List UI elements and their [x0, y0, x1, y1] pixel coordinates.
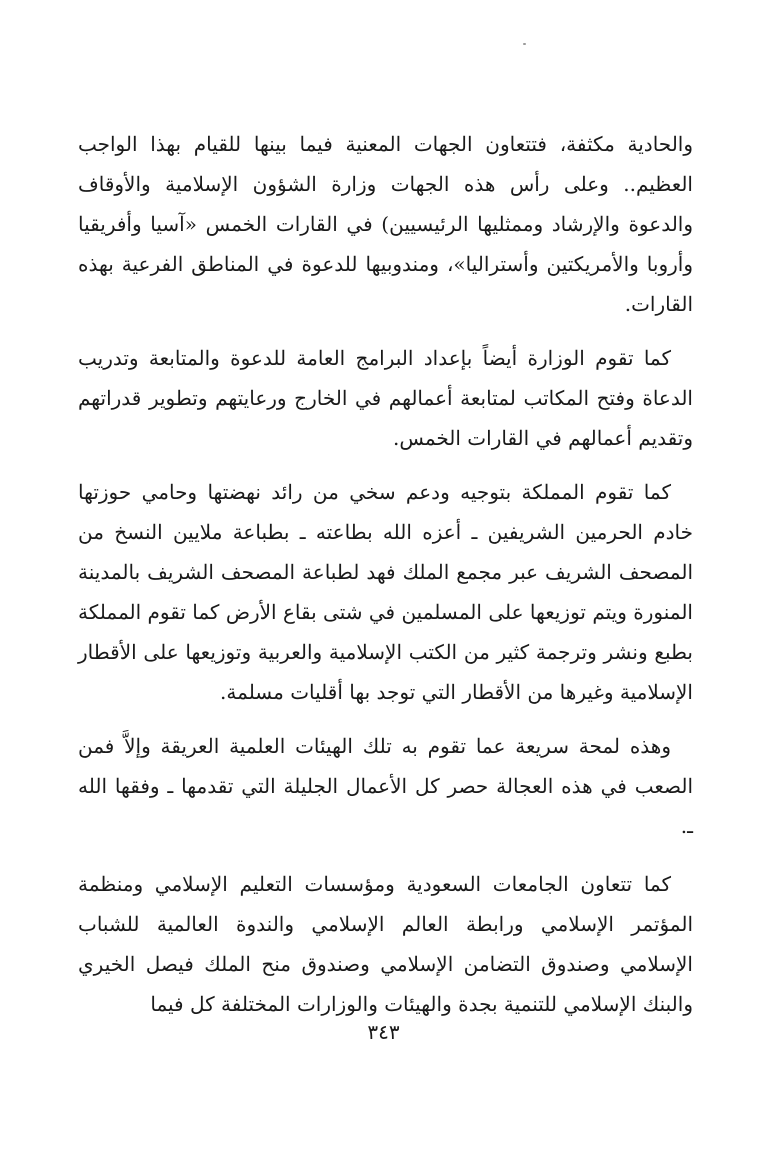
body-text: [78, 124, 693, 1024]
paragraph-5: كما تتعاون الجامعات السعودية ومؤسسات التعليم الإسلامي ومنظمة المؤتمر الإسلامي ورابطة العالم الإسلامي والندوة العالمية للشباب الإسلامي وصندوق التضامن الإسلامي وصندوق منح الملك فيصل الخيري والبنك الإسلامي للتنمية بجدة والهيئات والوزارات المختلفة كل فيما: [78, 872, 693, 1016]
paragraph-1: والحادية مكثفة، فتتعاون الجهات المعنية فيما بينها للقيام بهذا الواجب العظيم.. وعلى رأس هذه الجهات وزارة الشؤون الإسلامية والأوقاف والدعوة والإرشاد وممثليها الرئيسيين) في القارات الخمس «آسيا وأفريقيا وأروبا والأمريكتين وأستراليا»، ومندوبيها للدعوة في المناطق الفرعية بهذه القارات.: [78, 132, 693, 316]
paragraph-4: وهذه لمحة سريعة عما تقوم به تلك الهيئات العلمية العريقة وإلاَّ فمن الصعب في هذه العجالة حصر كل الأعمال الجليلة التي تقدمها ـ وفقها الله ـ.: [78, 734, 693, 838]
paragraph-3: كما تقوم المملكة بتوجيه ودعم سخي من رائد نهضتها وحامي حوزتها خادم الحرمين الشريفين ـ أعزه الله بطاعته ـ بطباعة ملايين النسخ من المصحف الشريف عبر مجمع الملك فهد لطباعة المصحف الشريف بالمدينة المنورة ويتم توزيعها على المسلمين في شتى بقاع الأرض كما تقوم المملكة بطبع ونشر وترجمة كثير من الكتب الإسلامية والعربية وتوزيعها على الأقطار الإسلامية وغيرها من الأقطار التي توجد بها أقليات مسلمة.: [78, 480, 693, 704]
paragraph-2: كما تقوم الوزارة أيضاً بإعداد البرامج العامة للدعوة والمتابعة وتدريب الدعاة وفتح المكاتب لمتابعة أعمالهم في الخارج ورعايتهم وتطوير قدراتهم وتقديم أعمالهم في القارات الخمس.: [78, 346, 693, 450]
page-number: ٣٤٣: [367, 1020, 400, 1044]
scan-speck: [523, 43, 526, 45]
